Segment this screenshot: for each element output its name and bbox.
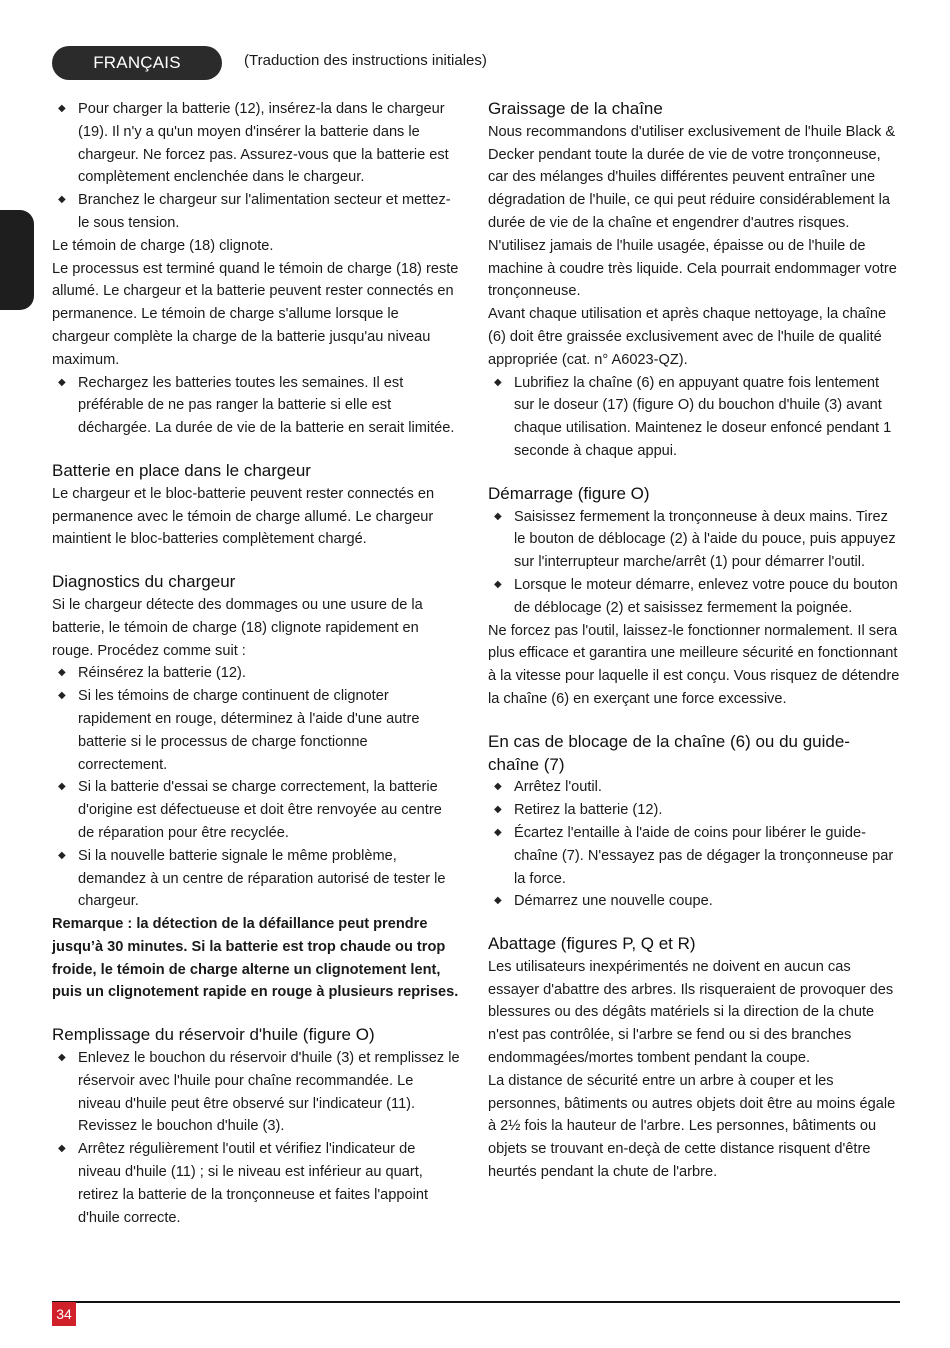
section-heading: Remplissage du réservoir d'huile (figure O) [52, 1025, 375, 1045]
footer-rule [52, 1301, 900, 1303]
paragraph: N'utilisez jamais de l'huile usagée, épaisse ou de l'huile de machine à coudre très liquide. Cela pourrait endommager votre tronçonneuse. [488, 237, 897, 300]
bullet-list [488, 776, 900, 913]
section-heading: Démarrage (figure O) [488, 483, 650, 503]
bullet-item: ◆ Si la batterie d'essai se charge correctement, la batterie d'origine est défectueuse et doit être renvoyée au centre de réparation pour être recyclée. [52, 776, 460, 844]
bullet-item: ◆ Arrêtez l'outil. [488, 776, 900, 799]
section-heading: Diagnostics du chargeur [52, 572, 236, 592]
bullet-item: ◆ Retirez la batterie (12). [488, 799, 900, 822]
paragraph: La distance de sécurité entre un arbre à couper et les personnes, bâtiments ou autres objets doit être au moins égale à 2½ fois la hauteur de l'arbre. Les personnes, bâtiments ou objets se trouvant en-deçà de cette distance risquent d'être heurtés pendant la chute de l'arbre. [488, 1072, 896, 1181]
bullet-item: ◆ Pour charger la batterie (12), insérez-la dans le chargeur (19). Il n'y a qu'un moyen d'insérer la batterie dans le chargeur. Ne forcez pas. Assurez-vous que la batterie est complètement enclenchée dans le chargeur. [52, 98, 460, 189]
paragraph: Le témoin de charge (18) clignote. [52, 237, 274, 254]
side-thumb-tab [0, 210, 34, 310]
bullet-item: ◆ Lorsque le moteur démarre, enlevez votre pouce du bouton de déblocage (2) et saisissez fermement la poignée. [488, 574, 900, 620]
bullet-list [52, 372, 460, 440]
bullet-list [488, 506, 900, 620]
bullet-list [52, 98, 460, 235]
note-paragraph: Remarque : la détection de la défaillance peut prendre jusqu’à 30 minutes. Si la batterie est trop chaude ou trop froide, le témoin de charge alterne un clignotement lent, puis un clignotement rapide en rouge à plusieurs reprises. [52, 916, 459, 1001]
bullet-item: ◆ Saisissez fermement la tronçonneuse à deux mains. Tirez le bouton de déblocage (2) à l'aide du pouce, puis appuyez sur l'interrupteur marche/arrêt (1) pour démarrer l'outil. [488, 506, 900, 574]
bullet-list [488, 372, 900, 463]
bullet-item: ◆ Si les témoins de charge continuent de clignoter rapidement en rouge, déterminez à l'aide d'une autre batterie si le processus de charge fonctionne correctement. [52, 685, 460, 776]
bullet-list [52, 662, 460, 913]
bullet-item: ◆ Lubrifiez la chaîne (6) en appuyant quatre fois lentement sur le doseur (17) (figure O) du bouchon d'huile (3) avant chaque utilisation. Maintenez le doseur enfoncé pendant 1 seconde à chaque appui. [488, 372, 900, 463]
bullet-item: ◆ Branchez le chargeur sur l'alimentation secteur et mettez-le sous tension. [52, 189, 460, 235]
bullet-item: ◆ Écartez l'entaille à l'aide de coins pour libérer le guide-chaîne (7). N'essayez pas de dégager la tronçonneuse par la force. [488, 822, 900, 890]
section-heading: Graissage de la chaîne [488, 99, 663, 118]
paragraph: Les utilisateurs inexpérimentés ne doivent en aucun cas essayer d'abattre des arbres. Ils risqueraient de provoquer des blessures ou des dégâts matériels si la direction de la chute n'est pas contrôlée, si l'arbre se fend ou si des branches endommagées/mortes tombent pendant la coupe. [488, 958, 894, 1067]
section-heading: Abattage (figures P, Q et R) [488, 934, 696, 954]
document-subtitle: (Traduction des instructions initiales) [244, 52, 487, 69]
bullet-item: ◆ Enlevez le bouchon du réservoir d'huile (3) et remplissez le réservoir avec l'huile pour chaîne recommandée. Le niveau d'huile peut être observé sur l'indicateur (11). Revissez le bouchon d'huile (3). [52, 1047, 460, 1138]
left-column [52, 98, 460, 1229]
right-column [488, 98, 900, 1184]
paragraph: Le processus est terminé quand le témoin de charge (18) reste allumé. Le chargeur et la batterie peuvent rester connectés en permanence. Le témoin de charge s'allume lorsque le chargeur complète la charge de la batterie jusqu'au niveau maximum. [52, 260, 459, 368]
section-heading: En cas de blocage de la chaîne (6) ou du guide-chaîne (7) [488, 731, 850, 774]
paragraph: Le chargeur et le bloc-batterie peuvent rester connectés en permanence avec le témoin de charge allumé. Le chargeur maintient le bloc-batteries complètement chargé. [52, 485, 435, 548]
section-heading: Batterie en place dans le chargeur [52, 460, 311, 480]
bullet-item: ◆ Arrêtez régulièrement l'outil et vérifiez l'indicateur de niveau d'huile (11) ; si le niveau est inférieur au quart, retirez la batterie de la tronçonneuse et faites l'appoint d'huile correcte. [52, 1138, 460, 1229]
bullet-item: ◆ Si la nouvelle batterie signale le même problème, demandez à un centre de réparation autorisé de tester le chargeur. [52, 845, 460, 913]
bullet-item: ◆ Rechargez les batteries toutes les semaines. Il est préférable de ne pas ranger la batterie si elle est déchargée. La durée de vie de la batterie en serait limitée. [52, 372, 460, 440]
bullet-item: ◆ Démarrez une nouvelle coupe. [488, 890, 900, 913]
paragraph: Si le chargeur détecte des dommages ou une usure de la batterie, le témoin de charge (18) clignote rapidement en rouge. Procédez comme suit : [52, 596, 423, 659]
bullet-item: ◆ Réinsérez la batterie (12). [52, 662, 460, 685]
paragraph: Ne forcez pas l'outil, laissez-le fonctionner normalement. Il sera plus efficace et garantira une meilleure sécurité en fonctionnant à la vitesse pour laquelle il est conçu. Vous risquez de détendre la chaîne (6) en exerçant une force excessive. [488, 622, 900, 707]
page-number: 34 [52, 1302, 76, 1326]
language-tab: FRANÇAIS [52, 46, 222, 80]
bullet-list [52, 1047, 460, 1229]
paragraph: Nous recommandons d'utiliser exclusivement de l'huile Black & Decker pendant toute la durée de vie de votre tronçonneuse, car des mélanges d'huiles différentes peuvent entraîner une dégradation de l'huile, ce qui peut réduire considérablement la durée de vie de la chaîne et engendrer d'autres risques. [488, 123, 896, 231]
paragraph: Avant chaque utilisation et après chaque nettoyage, la chaîne (6) doit être graissée exclusivement avec de l'huile de qualité appropriée (cat. n° A6023-QZ). [488, 306, 887, 368]
